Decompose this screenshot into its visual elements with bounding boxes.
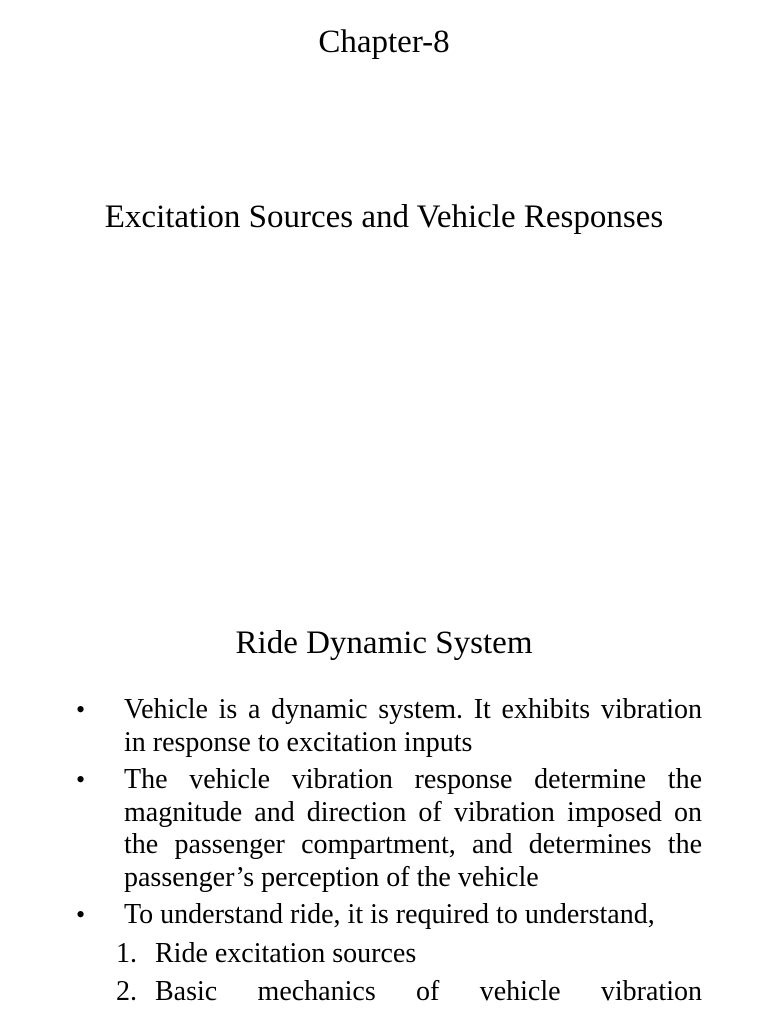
bullet-marker: • xyxy=(76,765,86,794)
bullet-marker: • xyxy=(76,695,86,724)
item-text: Ride excitation sources xyxy=(155,937,417,969)
item-number: 2. xyxy=(116,976,137,1007)
bullet-text: To understand ride, it is required to understand, xyxy=(124,899,655,930)
bullet-text: The vehicle vibration response determine the magnitude and direction of vibration imposed on the passenger compartment, and determines the passenger’s perception of the vehicle xyxy=(124,764,702,893)
bullet-item xyxy=(0,694,768,759)
bullet-item xyxy=(0,764,768,894)
chapter-heading: Chapter-8 xyxy=(318,24,450,60)
bullet-item xyxy=(0,899,768,932)
numbered-item xyxy=(0,938,768,971)
chapter-title: Excitation Sources and Vehicle Responses xyxy=(104,199,664,235)
item-number: 1. xyxy=(116,937,137,969)
bullet-marker: • xyxy=(76,900,86,929)
bullet-text: Vehicle is a dynamic system. It exhibits vibration in response to excitation inputs xyxy=(124,694,702,758)
numbered-item xyxy=(0,976,768,1009)
item-text: Basic mechanics of vehicle vibration xyxy=(155,976,702,1007)
bullet-list xyxy=(0,694,768,1009)
section-title: Ride Dynamic System xyxy=(235,625,533,661)
